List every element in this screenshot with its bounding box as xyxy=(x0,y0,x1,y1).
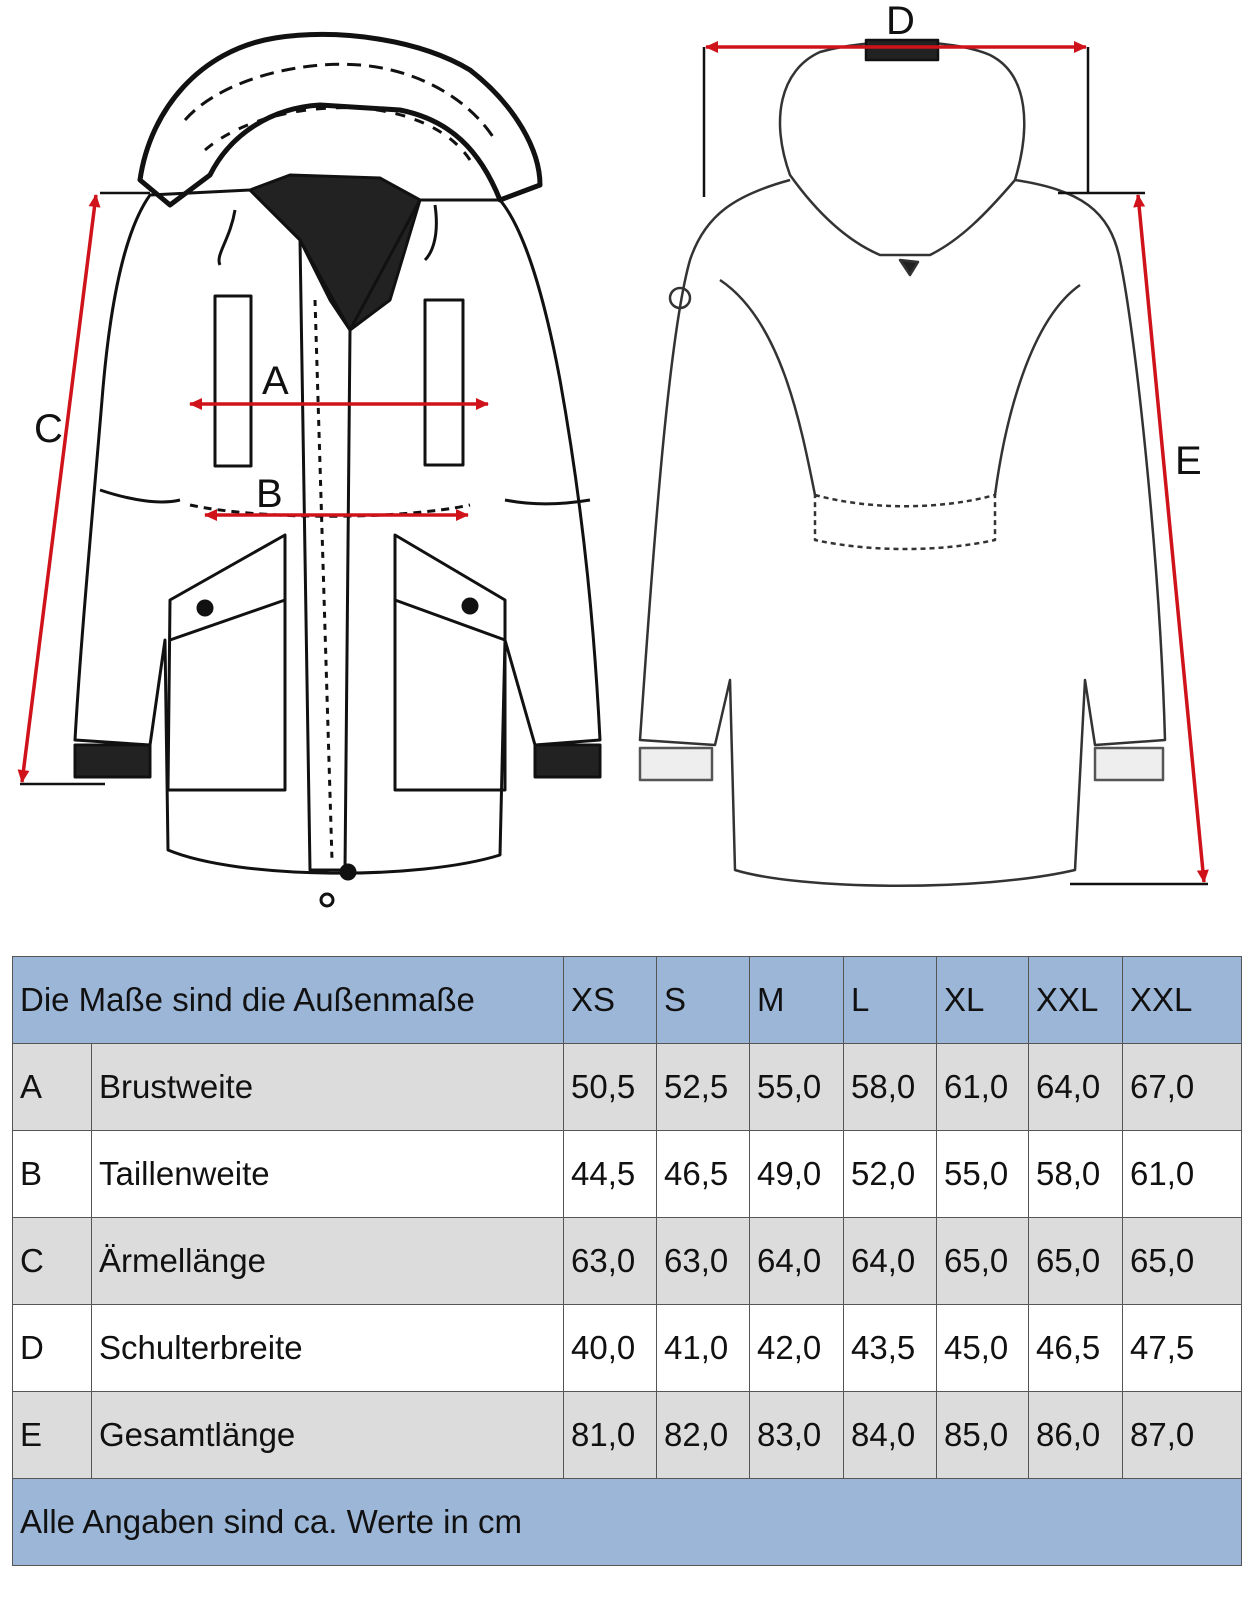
measure-value: 50,5 xyxy=(564,1044,657,1131)
label-e: E xyxy=(1175,439,1202,483)
label-c: C xyxy=(34,407,63,451)
measure-value: 84,0 xyxy=(844,1392,937,1479)
measure-code: C xyxy=(13,1218,92,1305)
measure-value: 87,0 xyxy=(1123,1392,1242,1479)
measure-value: 81,0 xyxy=(564,1392,657,1479)
measure-name: Gesamtlänge xyxy=(92,1392,564,1479)
measure-value: 82,0 xyxy=(657,1392,750,1479)
measure-value: 61,0 xyxy=(937,1044,1029,1131)
measure-value: 61,0 xyxy=(1123,1131,1242,1218)
size-l: L xyxy=(844,957,937,1044)
size-chart-table xyxy=(12,956,1242,1566)
table-row xyxy=(13,1218,1242,1305)
arrow-c xyxy=(22,195,96,782)
table-footer-row xyxy=(13,1479,1242,1566)
measure-value: 40,0 xyxy=(564,1305,657,1392)
measure-value: 64,0 xyxy=(844,1218,937,1305)
table-row xyxy=(13,1131,1242,1218)
measure-name: Brustweite xyxy=(92,1044,564,1131)
measure-code: D xyxy=(13,1305,92,1392)
label-b: B xyxy=(256,472,283,516)
front-jacket-illustration xyxy=(75,35,600,906)
measure-value: 65,0 xyxy=(1029,1218,1123,1305)
measure-value: 52,5 xyxy=(657,1044,750,1131)
measure-value: 49,0 xyxy=(750,1131,844,1218)
measure-value: 47,5 xyxy=(1123,1305,1242,1392)
measure-value: 64,0 xyxy=(750,1218,844,1305)
measure-value: 63,0 xyxy=(657,1218,750,1305)
measure-value: 41,0 xyxy=(657,1305,750,1392)
table-row xyxy=(13,1392,1242,1479)
measure-value: 46,5 xyxy=(657,1131,750,1218)
measure-code: E xyxy=(13,1392,92,1479)
measure-value: 67,0 xyxy=(1123,1044,1242,1131)
measure-value: 86,0 xyxy=(1029,1392,1123,1479)
label-d: D xyxy=(886,0,915,43)
table-row xyxy=(13,1305,1242,1392)
measure-value: 42,0 xyxy=(750,1305,844,1392)
measure-value: 64,0 xyxy=(1029,1044,1123,1131)
size-xxl-2: XXL xyxy=(1123,957,1242,1044)
size-xxl: XXL xyxy=(1029,957,1123,1044)
measure-value: 83,0 xyxy=(750,1392,844,1479)
measure-value: 65,0 xyxy=(1123,1218,1242,1305)
reference-lines xyxy=(20,47,1208,884)
size-m: M xyxy=(750,957,844,1044)
measure-value: 44,5 xyxy=(564,1131,657,1218)
measure-code: A xyxy=(13,1044,92,1131)
measure-value: 55,0 xyxy=(750,1044,844,1131)
footer-note: Alle Angaben sind ca. Werte in cm xyxy=(13,1479,1242,1566)
measure-value: 58,0 xyxy=(1029,1131,1123,1218)
label-a: A xyxy=(262,359,289,403)
measure-name: Schulterbreite xyxy=(92,1305,564,1392)
size-s: S xyxy=(657,957,750,1044)
measure-name: Ärmellänge xyxy=(92,1218,564,1305)
measure-value: 45,0 xyxy=(937,1305,1029,1392)
measure-code: B xyxy=(13,1131,92,1218)
measure-name: Taillenweite xyxy=(92,1131,564,1218)
table-row xyxy=(13,1044,1242,1131)
measure-value: 58,0 xyxy=(844,1044,937,1131)
measure-value: 52,0 xyxy=(844,1131,937,1218)
measure-value: 46,5 xyxy=(1029,1305,1123,1392)
measure-value: 65,0 xyxy=(937,1218,1029,1305)
dimension-arrows xyxy=(22,47,1204,882)
measure-value: 63,0 xyxy=(564,1218,657,1305)
back-jacket-illustration xyxy=(640,40,1165,886)
measure-value: 43,5 xyxy=(844,1305,937,1392)
size-xl: XL xyxy=(937,957,1029,1044)
table-header-row xyxy=(13,957,1242,1044)
measure-value: 55,0 xyxy=(937,1131,1029,1218)
size-xs: XS xyxy=(564,957,657,1044)
measure-value: 85,0 xyxy=(937,1392,1029,1479)
header-label: Die Maße sind die Außenmaße xyxy=(13,957,564,1044)
